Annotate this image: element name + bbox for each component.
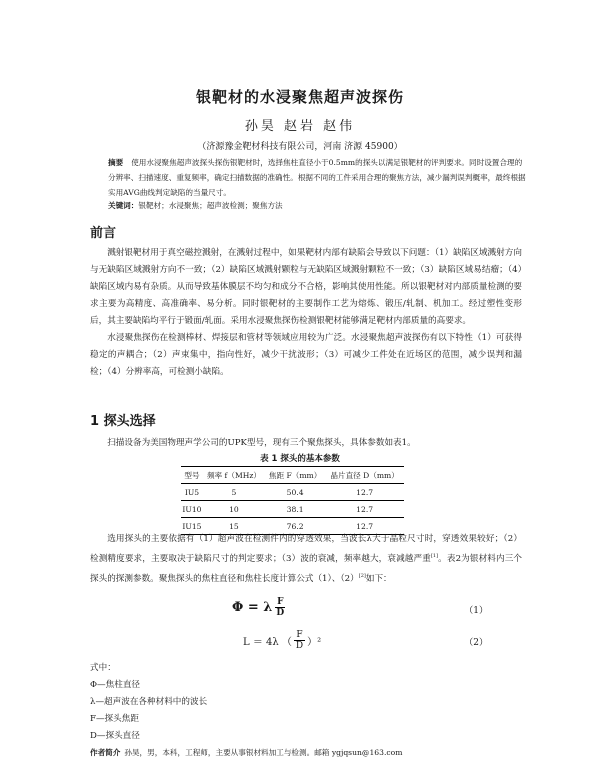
formula-definitions	[90, 660, 207, 745]
formula-1-fraction	[274, 597, 286, 618]
table-header-cell: 频率 f（MHz）	[206, 470, 261, 480]
equation-number-1: （1）	[464, 606, 488, 616]
table-caption: 表 1 探头的基本参数	[260, 454, 340, 464]
formula-2-rhs: ）²	[307, 637, 322, 648]
table-header-cell: 型号	[184, 470, 200, 480]
probe-intro-text: 扫描设备为美国物理声学公司的UPK型号，现有三个聚焦探头，具体参数如表1。	[107, 438, 416, 448]
table-cell: IU5	[184, 487, 200, 497]
abstract	[108, 155, 528, 200]
author-bio-text: 孙昊，男，本科，工程师，主要从事银材料加工与检测。邮箱 ygjqsun@163.com	[124, 748, 403, 757]
keywords-text: 银靶材；水浸聚焦；超声波检测；聚焦方法	[138, 201, 283, 210]
probe-text-part-2: 。表2为银材料内三个探头的探测参数。聚焦探头的焦柱直径和焦柱长度计算公式（1）、（2）	[90, 553, 523, 584]
table-cell: 15	[229, 521, 239, 531]
keywords-label: 关键词：	[108, 201, 139, 210]
equation-number-2: （2）	[464, 638, 488, 648]
formula-2-denominator: D	[295, 641, 304, 651]
table-row	[181, 484, 404, 501]
definition-item: D—探头直径	[90, 731, 140, 741]
preface-paragraph-1: 溅射银靶材用于真空磁控溅射，在溅射过程中，如果靶材内部有缺陷会导致以下问题：（1）缺陷区域溅射方向与无缺陷区域溅射方向不一致；（2）缺陷区域溅射颗粒与无缺陷区域溅射颗粒不一致；（3）缺陷区域易结瘤；（4）缺陷区域内易有杂质。从而导致基体膜层不均匀和成分不合格，影响其使用性能。所以银靶材对内部质量检测的要求主要为高精度、高准确率、易分析。同时银靶材的主要制作工艺为熔炼、锻压/轧制、机加工。经过塑性变形后，其主要缺陷均平行于锻面/轧面。采用水浸聚焦探伤检测银靶材能够满足靶材内部质量的高要求。	[90, 248, 522, 326]
formula-2-numerator: F	[296, 630, 303, 640]
table-cell: IU10	[182, 504, 202, 514]
definition-item: Φ—焦柱直径	[90, 680, 141, 690]
affiliation: （济源豫金靶材科技有限公司，河南 济源 45900）	[197, 142, 403, 152]
table-cell: 76.2	[286, 521, 304, 531]
probe-text-part-3: 如下：	[365, 573, 392, 584]
formula-2-lhs: L ＝ 4λ （	[243, 637, 292, 648]
formula-2	[243, 630, 321, 651]
preface-body	[90, 245, 522, 381]
table-header-cell: 晶片直径 D（mm）	[330, 470, 399, 480]
table-cell: IU15	[182, 521, 202, 531]
reference-1: [1]	[430, 553, 439, 559]
formula-1-lhs: Φ = λ	[232, 600, 273, 615]
preface-paragraph-2: 水浸聚焦探伤在检测棒材、焊接层和管材等领域应用较为广泛。水浸聚焦超声波探伤有以下特性（1）可获得稳定的声耦合；（2）声束集中，指向性好，减少干扰波形；（3）可减少工件处在近场区的范围，减少误判和漏检；（4）分辨率高，可检测小缺陷。	[90, 333, 522, 377]
definition-item: F—探头焦距	[90, 714, 139, 724]
probe-intro	[90, 435, 522, 452]
table-cell: 12.7	[356, 504, 374, 514]
section-heading-preface: 前言	[90, 226, 117, 241]
table-cell: 10	[229, 504, 239, 514]
author-bio-footer	[90, 747, 402, 758]
reference-2: [2]	[358, 572, 366, 579]
probe-parameters-table	[181, 466, 404, 535]
table-cell: 12.7	[356, 521, 374, 531]
table-row	[181, 501, 404, 518]
table-header-row	[181, 467, 404, 484]
table-cell: 12.7	[356, 487, 374, 497]
formula-1	[232, 597, 288, 618]
author-bio-label: 作者简介	[90, 748, 121, 757]
definitions-intro: 式中：	[90, 663, 116, 673]
abstract-label: 摘要	[108, 158, 124, 167]
paper-title: 银靶材的水浸聚焦超声波探伤	[195, 88, 404, 106]
keywords	[108, 200, 528, 211]
formula-1-numerator: F	[277, 597, 284, 607]
table-cell: 38.1	[286, 504, 304, 514]
probe-selection-paragraph	[90, 531, 522, 588]
probe-text-part-1: 选用探头的主要依据有（1）超声波在检测件内的穿透效果，当波长λ大于晶粒尺寸时，穿透效果较好；（2）检测精度要求，主要取决于缺陷尺寸的判定要求；（3）波的衰减，频率越大，衰减越严重	[90, 534, 522, 564]
table-cell: 5	[231, 487, 237, 497]
table-header-cell: 焦距 F（mm）	[268, 470, 322, 480]
abstract-text: 使用水浸聚焦超声波探头探伤银靶材时，选择焦柱直径小于0.5mm的探头以满足银靶材的评判要求。同时设置合理的分辨率、扫描速度、重复频率，确定扫描数据的准确性。根据不同的工件采用合理的聚焦方法，减少漏判误判概率，最终根据实用AVG曲线判定缺陷的当量尺寸。	[108, 158, 526, 197]
definition-item: λ—超声波在各种材料中的波长	[90, 697, 208, 707]
authors: 孙昊 赵岩 赵伟	[244, 119, 356, 134]
formula-2-fraction	[294, 630, 305, 651]
section-heading-probe: 1 探头选择	[90, 414, 156, 429]
table-cell: 50.4	[286, 487, 304, 497]
formula-1-denominator: D	[276, 608, 285, 618]
